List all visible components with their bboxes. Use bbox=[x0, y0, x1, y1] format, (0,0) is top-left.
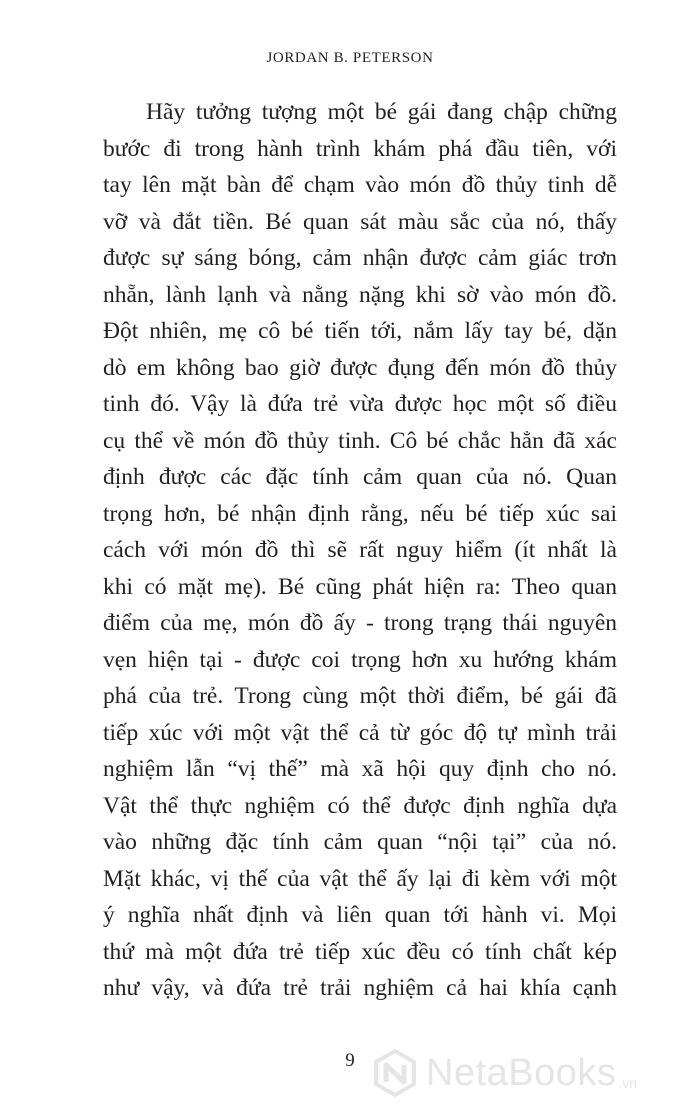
text-line: tinh đó. Vậy là đứa trẻ vừa được học một số điều bbox=[103, 391, 617, 417]
running-head: JORDAN B. PETERSON bbox=[266, 50, 434, 66]
text-line: cụ thể về món đồ thủy tinh. Cô bé chắc hẳn đã xác bbox=[103, 427, 617, 454]
body-paragraph bbox=[103, 94, 617, 1007]
text-line: như vậy, và đứa trẻ trải nghiệm cả hai khía cạnh bbox=[103, 975, 617, 1001]
text-line: cách với món đồ thì sẽ rất nguy hiểm (ít nhất là bbox=[103, 537, 617, 563]
text-line: nhẵn, lành lạnh và nằng nặng khi sờ vào món đồ. bbox=[103, 281, 617, 308]
text-line: dò em không bao giờ được đụng đến món đồ thủy bbox=[103, 354, 617, 381]
netabooks-watermark bbox=[370, 1045, 637, 1101]
text-line: tay lên mặt bàn để chạm vào món đồ thủy tinh dễ bbox=[103, 172, 617, 198]
text-line: Vật thể thực nghiệm có thể được định nghĩa dựa bbox=[103, 792, 617, 819]
text-line: phá của trẻ. Trong cùng một thời điểm, bé gái đã bbox=[103, 683, 617, 709]
text-line: tiếp xúc với một vật thể cả từ góc độ tự mình trải bbox=[103, 719, 617, 746]
text-line: vào những đặc tính cảm quan “nội tại” của nó. bbox=[103, 829, 617, 855]
text-line: trọng hơn, bé nhận định rằng, nếu bé tiếp xúc sai bbox=[103, 500, 617, 527]
text-line: Mặt khác, vị thế của vật thể ấy lại đi kèm với một bbox=[103, 865, 617, 892]
text-line: thứ mà một đứa trẻ tiếp xúc đều có tính chất kép bbox=[103, 938, 617, 965]
text-line: ý nghĩa nhất định và liên quan tới hành vi. Mọi bbox=[103, 902, 617, 928]
text-line: Đột nhiên, mẹ cô bé tiến tới, nắm lấy tay bé, dặn bbox=[103, 318, 617, 344]
watermark-brand: NetaBooks bbox=[426, 1052, 617, 1094]
text-line: nghiệm lẫn “vị thế” mà xã hội quy định cho nó. bbox=[103, 756, 617, 782]
text-line: được sự sáng bóng, cảm nhận được cảm giác trơn bbox=[103, 245, 617, 271]
watermark-suffix: .vn bbox=[618, 1075, 638, 1091]
text-line: vỡ và đắt tiền. Bé quan sát màu sắc của nó, thấy bbox=[103, 208, 617, 235]
page-number: 9 bbox=[345, 1050, 355, 1071]
text-line: vẹn hiện tại - được coi trọng hơn xu hướng khám bbox=[103, 646, 617, 673]
text-line: Hãy tưởng tượng một bé gái đang chập chững bbox=[146, 99, 617, 125]
text-line: khi có mặt mẹ). Bé cũng phát hiện ra: Theo quan bbox=[103, 573, 617, 600]
text-line: điểm của mẹ, món đồ ấy - trong trạng thái nguyên bbox=[103, 610, 617, 636]
text-line: bước đi trong hành trình khám phá đầu tiên, với bbox=[103, 135, 617, 162]
text-line: định được các đặc tính cảm quan của nó. Quan bbox=[103, 464, 617, 490]
netabooks-logo-icon bbox=[370, 1048, 420, 1098]
